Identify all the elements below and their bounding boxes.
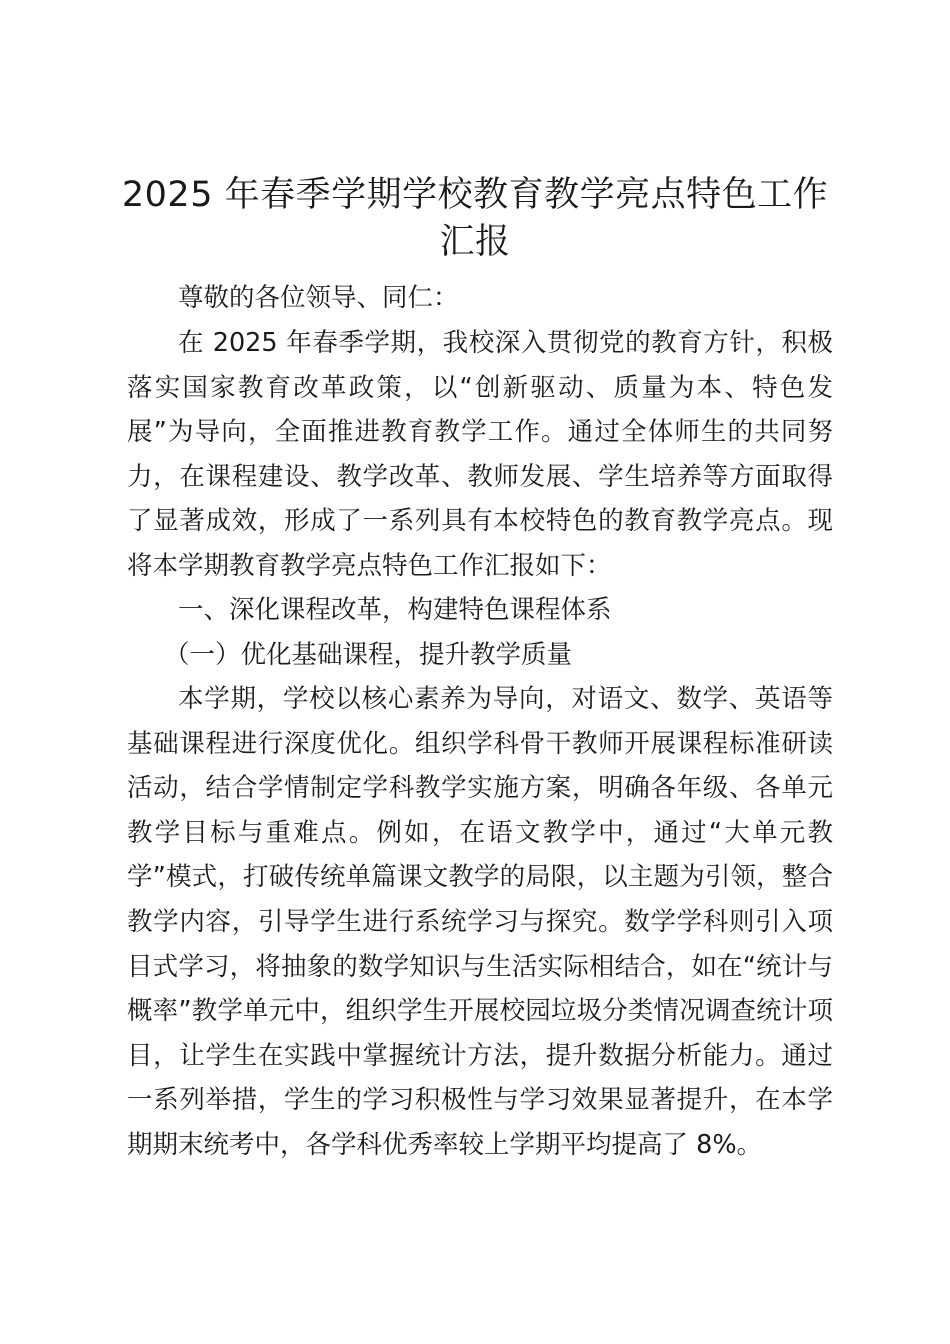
document-title: 2025 年春季学期学校教育教学亮点特色工作汇报 xyxy=(121,175,829,262)
intro-paragraph: 在 2025 年春季学期，我校深入贯彻党的教育方针，积极落实国家教育改革政策，以“创新驱动、质量为本、特色发展”为导向，全面推进教育教学工作。通过全体师生的共同努力，在课程建设、教学改革、教师发展、学生培养等方面取得了显著成效，形成了一系列具有本校特色的教育教学亮点。现将本学期教育教学亮点特色工作汇报如下： xyxy=(127,328,833,581)
salutation: 尊敬的各位领导、同仁： xyxy=(178,283,459,313)
section-heading: 一、深化课程改革，构建特色课程体系 xyxy=(178,595,612,625)
subsection-heading: （一）优化基础课程，提升教学质量 xyxy=(164,640,573,670)
body-paragraph: 本学期，学校以核心素养为导向，对语文、数学、英语等基础课程进行深度优化。组织学科骨干教师开展课程标准研读活动，结合学情制定学科教学实施方案，明确各年级、各单元教学目标与重难点。例如，在语文教学中，通过“大单元教学”模式，打破传统单篇课文教学的局限，以主题为引领，整合教学内容，引导学生进行系统学习与探究。数学学科则引入项目式学习，将抽象的数学知识与生活实际相结合，如在“统计与概率”教学单元中，组织学生开展校园垃圾分类情况调查统计项目，让学生在实践中掌握统计方法，提升数据分析能力。通过一系列举措，学生的学习积极性与学习效果显著提升，在本学期期末统考中，各学科优秀率较上学期平均提高了 8%。 xyxy=(127,684,833,1160)
